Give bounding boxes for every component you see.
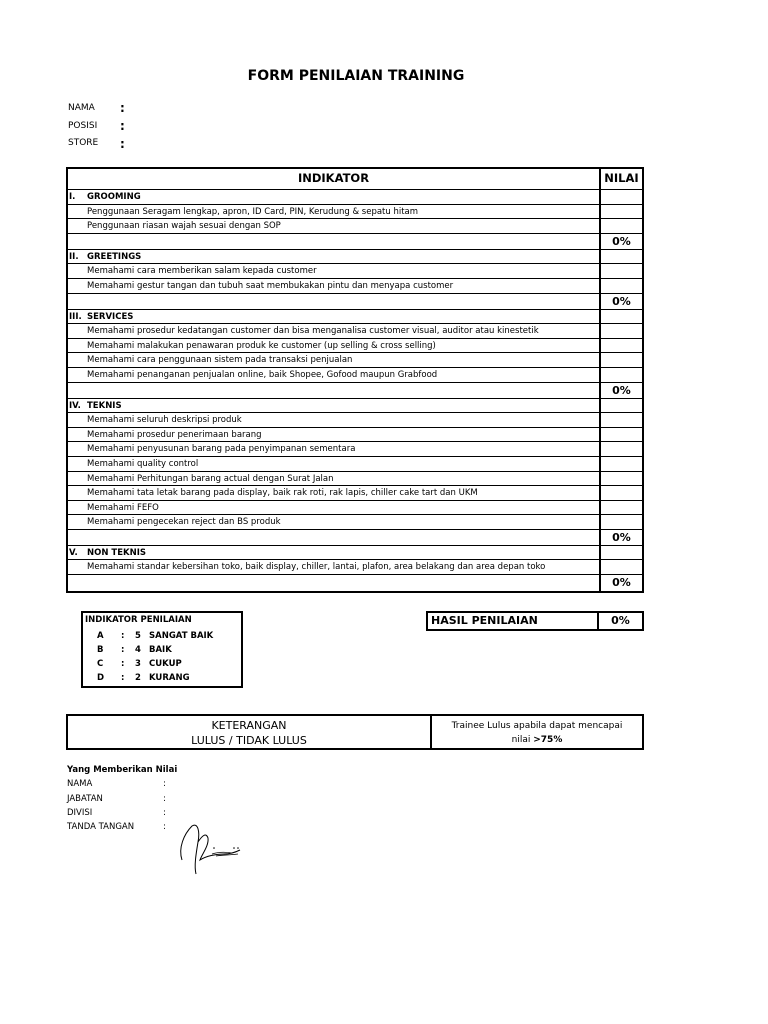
- indicator-value-cell[interactable]: [599, 324, 642, 338]
- section-header: [68, 310, 599, 324]
- section-number: V.: [69, 547, 78, 558]
- section-name: NON TEKNIS: [87, 547, 147, 558]
- indicator-text: Memahami pengecekan reject dan BS produk: [87, 517, 281, 528]
- section-score-row: [68, 234, 642, 250]
- section-number: IV.: [69, 400, 81, 411]
- indicator-value-cell[interactable]: [599, 515, 642, 529]
- keterangan-options: LULUS / TIDAK LULUS: [191, 734, 307, 747]
- indicator-value-cell[interactable]: [599, 472, 642, 486]
- section-header-row: [68, 310, 642, 325]
- indicator-value-cell[interactable]: [599, 457, 642, 471]
- header-indikator: INDIKATOR: [297, 171, 370, 185]
- header-nilai: NILAI: [599, 169, 642, 189]
- section-score-spacer: [68, 530, 599, 545]
- indicator-text: Memahami penyusunan barang pada penyimpanan sementara: [87, 444, 356, 455]
- keterangan-note-prefix: nilai: [511, 735, 534, 745]
- grade-value: 2: [135, 673, 141, 683]
- indicator-text: Memahami quality control: [87, 458, 199, 469]
- grade-letter: A: [97, 631, 104, 641]
- indicator-row: [68, 219, 642, 234]
- indicator-row: [68, 442, 642, 457]
- indicator-value-cell[interactable]: [599, 264, 642, 278]
- header-label-nama: NAMA: [68, 103, 95, 113]
- hasil-penilaian-value: 0%: [597, 613, 642, 629]
- indicator-text: Memahami FEFO: [87, 502, 159, 513]
- section-number: II.: [69, 251, 79, 262]
- indicator-row: [68, 353, 642, 368]
- signature-colon: :: [163, 808, 166, 818]
- signature-label-tanda-tangan: TANDA TANGAN: [67, 822, 135, 832]
- indicator-text: Memahami penanganan penjualan online, baik Shopee, Gofood maupun Grabfood: [87, 369, 438, 380]
- section-score: 0%: [599, 383, 642, 398]
- grade-letter: C: [97, 659, 104, 669]
- header-colon: :: [120, 137, 125, 151]
- indicator-text: Memahami malakukan penawaran produk ke customer (up selling & cross selling): [87, 340, 436, 351]
- indicator-row: [68, 457, 642, 472]
- indicator-row: [68, 428, 642, 443]
- grade-label: BAIK: [149, 645, 172, 655]
- section-header: [68, 399, 599, 413]
- indicator-text: Memahami Perhitungan barang actual dengan Surat Jalan: [87, 473, 334, 484]
- section-number: I.: [69, 192, 76, 202]
- keterangan-left: [68, 716, 432, 748]
- section-score-row: [68, 530, 642, 546]
- section-header-value-cell: [599, 546, 642, 560]
- indikator-penilaian-title: INDIKATOR PENILAIAN: [85, 615, 192, 625]
- indicator-text: Memahami tata letak barang pada display, baik rak roti, rak lapis, chiller cake tart dan UKM: [87, 488, 478, 499]
- indicator-value-cell[interactable]: [599, 413, 642, 427]
- section-score-spacer: [68, 234, 599, 249]
- indicator-row: [68, 279, 642, 294]
- indicator-value-cell[interactable]: [599, 560, 642, 574]
- section-name: GROOMING: [87, 192, 141, 202]
- section-score: 0%: [599, 575, 642, 591]
- keterangan-note-threshold: >75%: [533, 735, 563, 745]
- section-header: [68, 546, 599, 560]
- indicator-row: [68, 368, 642, 383]
- signature-colon: :: [163, 822, 166, 832]
- grade-value: 4: [135, 645, 141, 655]
- header-colon: :: [120, 119, 125, 133]
- signature-label-nama: NAMA: [67, 779, 93, 789]
- indicator-value-cell[interactable]: [599, 279, 642, 293]
- section-header-value-cell: [599, 250, 642, 264]
- indicator-row: [68, 264, 642, 279]
- section-score-spacer: [68, 383, 599, 398]
- keterangan-title: KETERANGAN: [211, 719, 287, 732]
- section-header: [68, 250, 599, 264]
- indicator-row: [68, 324, 642, 339]
- keterangan-note-line1: Trainee Lulus apabila dapat mencapai: [451, 721, 623, 731]
- section-header-row: [68, 546, 642, 561]
- section-score-row: [68, 294, 642, 310]
- indicator-row: [68, 472, 642, 487]
- section-name: SERVICES: [87, 311, 134, 322]
- indicator-row: [68, 560, 642, 575]
- keterangan-box: [66, 714, 644, 750]
- grade-value: 5: [135, 631, 141, 641]
- signature-heading: Yang Memberikan Nilai: [67, 765, 178, 775]
- indicator-text: Memahami seluruh deskripsi produk: [87, 415, 242, 426]
- indicator-text: Memahami prosedur kedatangan customer dan bisa menganalisa customer visual, auditor atau kinestetik: [87, 326, 539, 337]
- indicator-value-cell[interactable]: [599, 501, 642, 515]
- section-score: 0%: [599, 294, 642, 309]
- section-header-row: [68, 399, 642, 414]
- indicator-text: Memahami cara memberikan salam kepada customer: [87, 266, 317, 277]
- grade-label: SANGAT BAIK: [149, 631, 214, 641]
- indicator-value-cell[interactable]: [599, 353, 642, 367]
- grade-letter: B: [97, 645, 104, 655]
- indicator-text: Memahami standar kebersihan toko, baik display, chiller, lantai, plafon, area belakang dan area depan toko: [87, 562, 546, 573]
- indicator-row: [68, 501, 642, 516]
- handwritten-signature: [172, 818, 252, 878]
- section-name: TEKNIS: [87, 400, 122, 411]
- section-score-spacer: [68, 575, 599, 591]
- table-header-row: [68, 169, 642, 190]
- grade-colon: :: [121, 645, 125, 655]
- grade-colon: :: [121, 673, 125, 683]
- signature-label-jabatan: JABATAN: [67, 794, 103, 804]
- indicator-row: [68, 515, 642, 530]
- indicator-text: Memahami gestur tangan dan tubuh saat membukakan pintu dan menyapa customer: [87, 280, 454, 291]
- indicator-value-cell[interactable]: [599, 428, 642, 442]
- indicator-row: [68, 205, 642, 220]
- signature-colon: :: [163, 794, 166, 804]
- indicator-value-cell[interactable]: [599, 486, 642, 500]
- keterangan-note-line2: [432, 733, 642, 747]
- form-title: FORM PENILAIAN TRAINING: [247, 68, 465, 84]
- indicator-value-cell[interactable]: [599, 205, 642, 219]
- section-score: 0%: [599, 530, 642, 545]
- section-header: [68, 190, 599, 204]
- header-label-posisi: POSISI: [68, 121, 98, 131]
- header-colon: :: [120, 101, 125, 115]
- hasil-penilaian-box: [426, 611, 644, 631]
- signature-label-divisi: DIVISI: [67, 808, 93, 818]
- grade-colon: :: [121, 631, 125, 641]
- section-score-spacer: [68, 294, 599, 309]
- assessment-table: [66, 167, 644, 593]
- section-score: 0%: [599, 234, 642, 249]
- section-header-value-cell: [599, 190, 642, 204]
- indicator-value-cell[interactable]: [599, 442, 642, 456]
- indicator-text: Memahami prosedur penerimaan barang: [87, 429, 262, 440]
- grade-colon: :: [121, 659, 125, 669]
- grade-letter: D: [97, 673, 105, 683]
- indicator-row: [68, 413, 642, 428]
- hasil-penilaian-label: HASIL PENILAIAN: [431, 614, 538, 627]
- indicator-value-cell[interactable]: [599, 219, 642, 233]
- section-header-row: [68, 190, 642, 205]
- section-score-row: [68, 383, 642, 399]
- grade-label: CUKUP: [149, 659, 182, 669]
- indicator-value-cell[interactable]: [599, 368, 642, 382]
- keterangan-note: [432, 716, 642, 748]
- indicator-text: Memahami cara penggunaan sistem pada transaksi penjualan: [87, 355, 353, 366]
- signature-colon: :: [163, 779, 166, 789]
- indicator-text: Penggunaan riasan wajah sesuai dengan SOP: [87, 221, 281, 232]
- indicator-text: Penggunaan Seragam lengkap, apron, ID Card, PIN, Kerudung & sepatu hitam: [87, 206, 419, 217]
- section-name: GREETINGS: [87, 251, 142, 262]
- grade-label: KURANG: [149, 673, 190, 683]
- section-header-value-cell: [599, 310, 642, 324]
- indikator-penilaian-box: [81, 611, 243, 688]
- grade-value: 3: [135, 659, 141, 669]
- section-header-value-cell: [599, 399, 642, 413]
- section-score-row: [68, 575, 642, 591]
- indicator-row: [68, 339, 642, 354]
- indicator-row: [68, 486, 642, 501]
- section-header-row: [68, 250, 642, 265]
- indicator-value-cell[interactable]: [599, 339, 642, 353]
- header-label-store: STORE: [68, 138, 99, 148]
- section-number: III.: [69, 311, 82, 322]
